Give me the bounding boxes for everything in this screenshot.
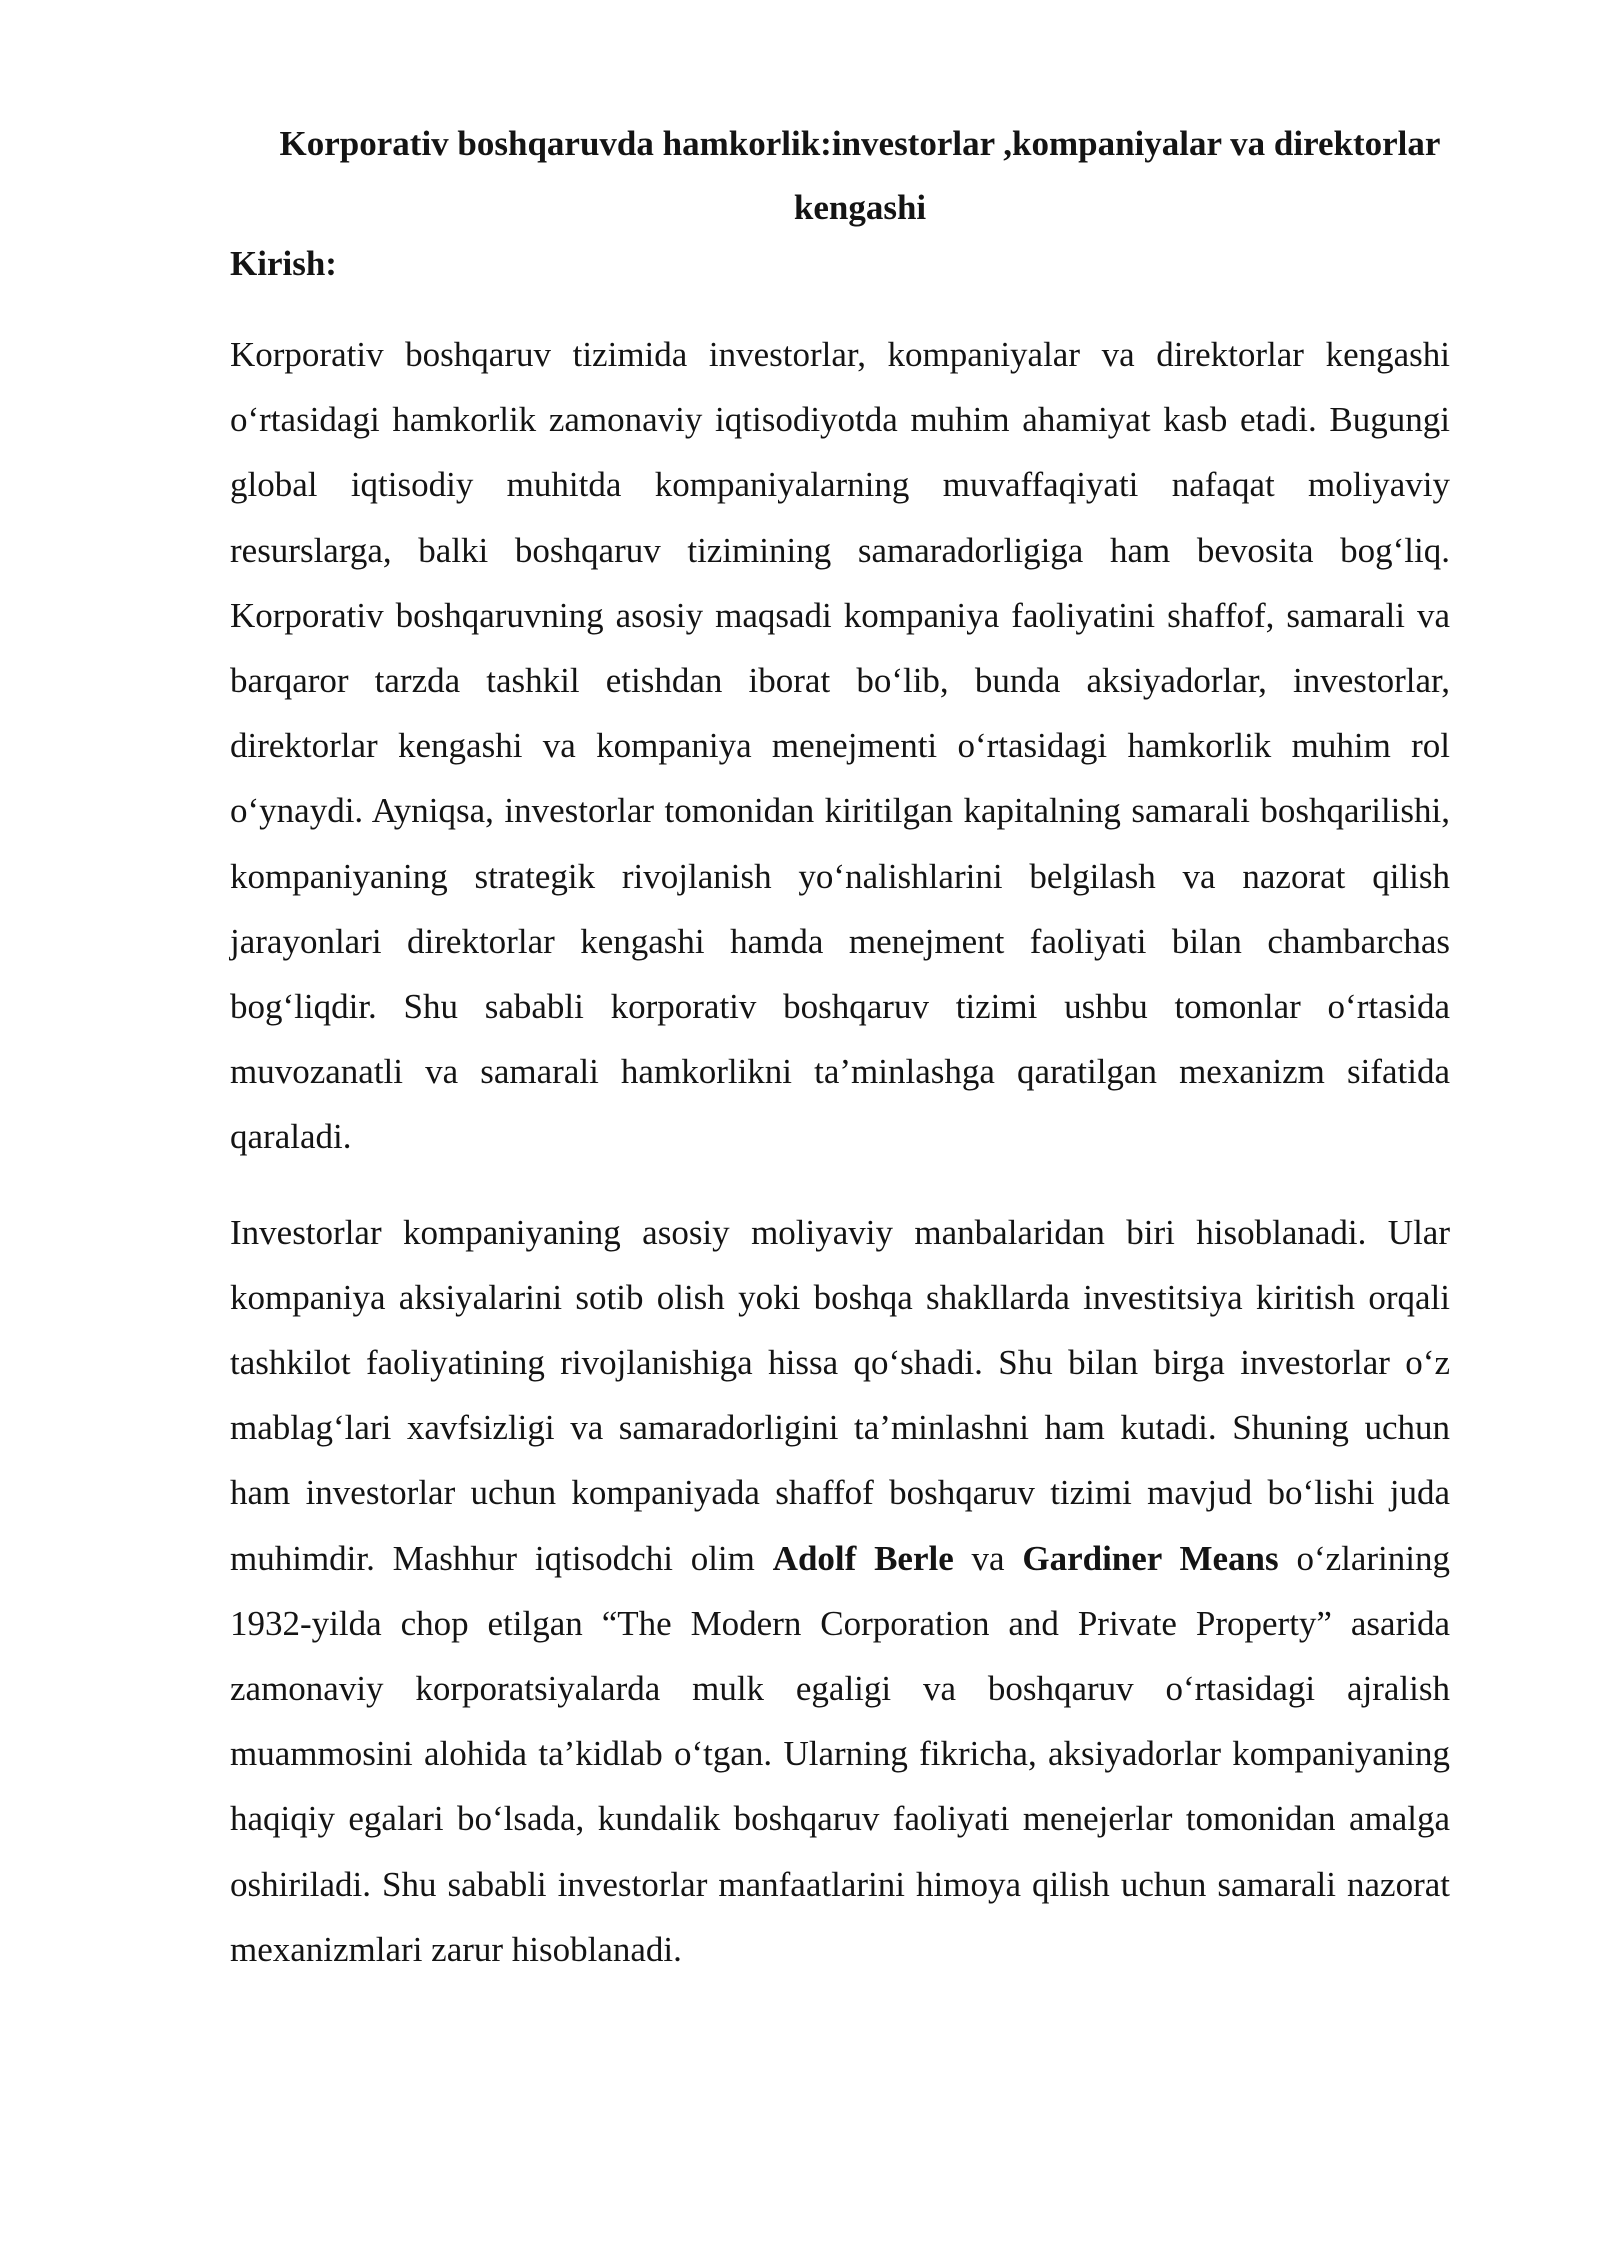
author-name-berle: Adolf Berle [772,1538,954,1578]
section-heading: Kirish: [230,244,337,283]
paragraph-1: Korporativ boshqaruv tizimida investorlar, kompaniyalar va direktorlar kengashi o‘rtasidagi hamkorlik zamonaviy iqtisodiyotda muhim ahamiyat kasb etadi. Bugungi global iqtisodiy muhitda kompaniyalarning muvaffaqiyati nafaqat moliyaviy resurslarga, balki boshqaruv tizimining samaradorligiga ham bevosita bog‘liq. Korporativ boshqaruvning asosiy maqsadi kompaniya faoliyatini shaffof, samarali va barqaror tarzda tashkil etishdan iborat bo‘lib, bunda aksiyadorlar, investorlar, direktorlar kengashi va kompaniya menejmenti o‘rtasidagi hamkorlik muhim rol o‘ynaydi. Ayniqsa, investorlar tomonidan kiritilgan kapitalning samarali boshqarilishi, kompaniyaning strategik rivojlanish yo‘nalishlarini belgilash va nazorat qilish jarayonlari direktorlar kengashi hamda menejment faoliyati bilan chambarchas bog‘liqdir. Shu sababli korporativ boshqaruv tizimi ushbu tomonlar o‘rtasida muvozanatli va samarali hamkorlikni ta’minlashga qaratilgan mexanizm sifatida qaraladi. [230,335,1450,1157]
document-page [230,112,1450,2012]
author-name-means: Gardiner Means [1022,1538,1279,1578]
paragraph-2 [230,1200,1450,1982]
document-title: Korporativ boshqaruvda hamkorlik:investorlar ,kompaniyalar va direktorlar kengashi [279,124,1441,227]
paragraph-2-text-3: o‘zlarining 1932-yilda chop etilgan “The Modern Corporation and Private Property” asarida zamonaviy korporatsiyalarda mulk egaligi va boshqaruv o‘rtasidagi ajralish muammosini alohida ta’kidlab o‘tgan. Ularning fikricha, aksiyadorlar kompaniyaning haqiqiy egalari bo‘lsada, kundalik boshqaruv faoliyati menejerlar tomonidan amalga oshiriladi. Shu sababli investorlar manfaatlarini himoya qilish uchun samarali nazorat mexanizmlari zarur hisoblanadi. [230,1538,1450,1969]
paragraph-2-text-1: Investorlar kompaniyaning asosiy moliyaviy manbalaridan biri hisoblanadi. Ular kompaniya aksiyalarini sotib olish yoki boshqa shakllarda investitsiya kiritish orqali tashkilot faoliyatining rivojlanishiga hissa qo‘shadi. Shu bilan birga investorlar o‘z mablag‘lari xavfsizligi va samaradorligini ta’minlashni ham kutadi. Shuning uchun ham investorlar uchun kompaniyada shaffof boshqaruv tizimi mavjud bo‘lishi juda muhimdir. Mashhur iqtisodchi olim [230,1212,1450,1578]
paragraph-2-text-2: va [953,1538,1023,1578]
